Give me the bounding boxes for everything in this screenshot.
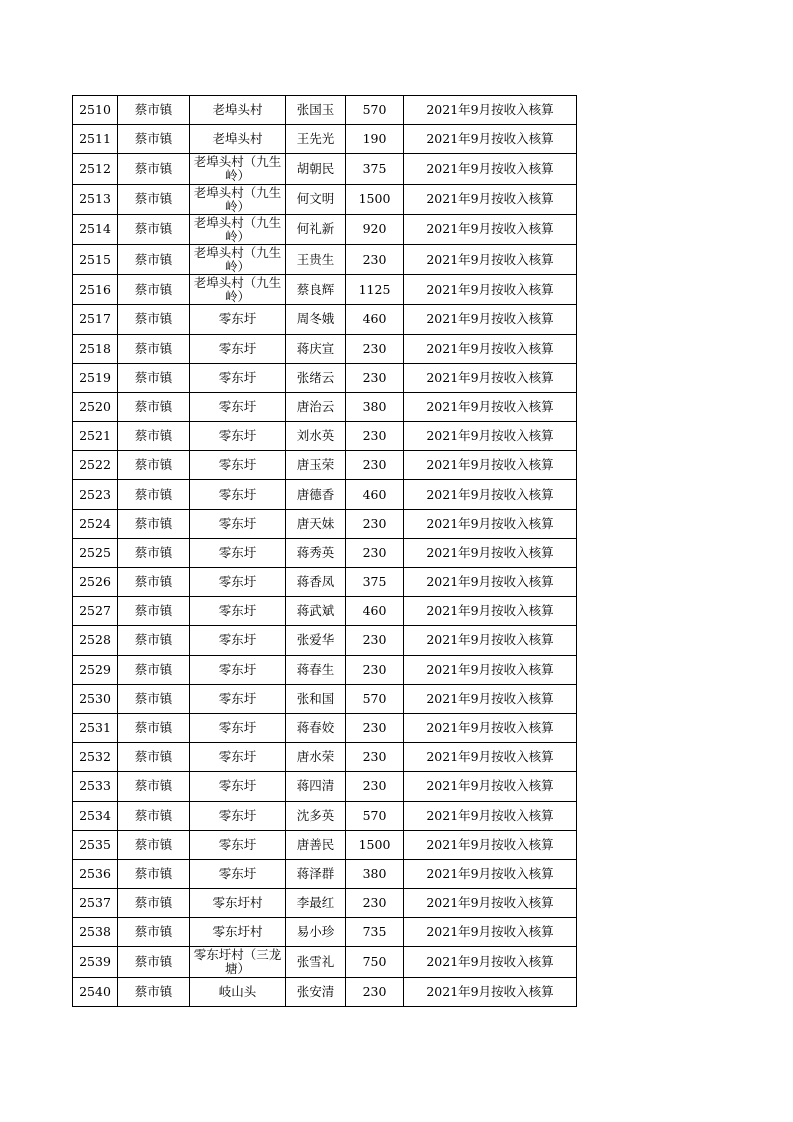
name-cell: 唐治云	[286, 392, 346, 421]
row-number-cell: 2521	[73, 422, 118, 451]
village-cell: 零东圩	[190, 480, 286, 509]
table-row	[73, 830, 577, 859]
town-cell: 蔡市镇	[118, 947, 190, 977]
table-row	[73, 392, 577, 421]
row-number-cell: 2517	[73, 305, 118, 334]
table-row	[73, 977, 577, 1006]
table-row	[73, 509, 577, 538]
name-cell: 蒋秀英	[286, 538, 346, 567]
name-cell: 周冬娥	[286, 305, 346, 334]
table-row	[73, 947, 577, 977]
village-cell: 零东圩	[190, 859, 286, 888]
name-cell: 蒋泽群	[286, 859, 346, 888]
table-row	[73, 244, 577, 274]
village-cell: 零东圩	[190, 509, 286, 538]
row-number-cell: 2514	[73, 214, 118, 244]
row-number-cell: 2513	[73, 184, 118, 214]
town-cell: 蔡市镇	[118, 626, 190, 655]
note-cell: 2021年9月按收入核算	[404, 334, 577, 363]
row-number-cell: 2511	[73, 125, 118, 154]
name-cell: 蒋四清	[286, 772, 346, 801]
town-cell: 蔡市镇	[118, 305, 190, 334]
town-cell: 蔡市镇	[118, 480, 190, 509]
table-row	[73, 275, 577, 305]
note-cell: 2021年9月按收入核算	[404, 568, 577, 597]
town-cell: 蔡市镇	[118, 451, 190, 480]
town-cell: 蔡市镇	[118, 655, 190, 684]
village-cell: 零东圩	[190, 830, 286, 859]
note-cell: 2021年9月按收入核算	[404, 305, 577, 334]
row-number-cell: 2533	[73, 772, 118, 801]
name-cell: 张雪礼	[286, 947, 346, 977]
amount-cell: 230	[346, 655, 404, 684]
amount-cell: 920	[346, 214, 404, 244]
name-cell: 何文明	[286, 184, 346, 214]
town-cell: 蔡市镇	[118, 859, 190, 888]
name-cell: 王贵生	[286, 244, 346, 274]
table-row	[73, 684, 577, 713]
note-cell: 2021年9月按收入核算	[404, 830, 577, 859]
note-cell: 2021年9月按收入核算	[404, 772, 577, 801]
town-cell: 蔡市镇	[118, 422, 190, 451]
name-cell: 张绪云	[286, 363, 346, 392]
town-cell: 蔡市镇	[118, 918, 190, 947]
row-number-cell: 2523	[73, 480, 118, 509]
table-row	[73, 154, 577, 184]
note-cell: 2021年9月按收入核算	[404, 509, 577, 538]
table-row	[73, 334, 577, 363]
village-cell: 零东圩	[190, 305, 286, 334]
amount-cell: 230	[346, 743, 404, 772]
table-row	[73, 96, 577, 125]
table-row	[73, 713, 577, 742]
amount-cell: 230	[346, 772, 404, 801]
village-cell: 零东圩	[190, 772, 286, 801]
amount-cell: 750	[346, 947, 404, 977]
row-number-cell: 2539	[73, 947, 118, 977]
amount-cell: 230	[346, 451, 404, 480]
row-number-cell: 2527	[73, 597, 118, 626]
amount-cell: 570	[346, 801, 404, 830]
village-cell: 零东圩	[190, 538, 286, 567]
village-cell: 零东圩	[190, 568, 286, 597]
village-cell: 岐山头	[190, 977, 286, 1006]
note-cell: 2021年9月按收入核算	[404, 154, 577, 184]
note-cell: 2021年9月按收入核算	[404, 214, 577, 244]
town-cell: 蔡市镇	[118, 392, 190, 421]
note-cell: 2021年9月按收入核算	[404, 743, 577, 772]
name-cell: 蒋武斌	[286, 597, 346, 626]
amount-cell: 230	[346, 713, 404, 742]
row-number-cell: 2528	[73, 626, 118, 655]
amount-cell: 230	[346, 889, 404, 918]
amount-cell: 460	[346, 480, 404, 509]
note-cell: 2021年9月按收入核算	[404, 947, 577, 977]
amount-cell: 230	[346, 977, 404, 1006]
town-cell: 蔡市镇	[118, 597, 190, 626]
name-cell: 蒋庆宣	[286, 334, 346, 363]
name-cell: 胡朝民	[286, 154, 346, 184]
note-cell: 2021年9月按收入核算	[404, 422, 577, 451]
amount-cell: 570	[346, 96, 404, 125]
amount-cell: 380	[346, 392, 404, 421]
note-cell: 2021年9月按收入核算	[404, 977, 577, 1006]
town-cell: 蔡市镇	[118, 801, 190, 830]
town-cell: 蔡市镇	[118, 334, 190, 363]
table-row	[73, 305, 577, 334]
town-cell: 蔡市镇	[118, 713, 190, 742]
table-row	[73, 801, 577, 830]
village-cell: 零东圩	[190, 451, 286, 480]
name-cell: 沈多英	[286, 801, 346, 830]
note-cell: 2021年9月按收入核算	[404, 392, 577, 421]
table-row	[73, 214, 577, 244]
name-cell: 唐天妹	[286, 509, 346, 538]
note-cell: 2021年9月按收入核算	[404, 184, 577, 214]
row-number-cell: 2516	[73, 275, 118, 305]
note-cell: 2021年9月按收入核算	[404, 655, 577, 684]
village-cell: 零东圩	[190, 713, 286, 742]
town-cell: 蔡市镇	[118, 96, 190, 125]
note-cell: 2021年9月按收入核算	[404, 480, 577, 509]
note-cell: 2021年9月按收入核算	[404, 451, 577, 480]
row-number-cell: 2518	[73, 334, 118, 363]
note-cell: 2021年9月按收入核算	[404, 918, 577, 947]
table-row	[73, 772, 577, 801]
village-cell: 老埠头村（九生岭）	[190, 184, 286, 214]
row-number-cell: 2522	[73, 451, 118, 480]
name-cell: 张爱华	[286, 626, 346, 655]
name-cell: 蒋香凤	[286, 568, 346, 597]
town-cell: 蔡市镇	[118, 977, 190, 1006]
table-row	[73, 480, 577, 509]
village-cell: 老埠头村（九生岭）	[190, 154, 286, 184]
village-cell: 零东圩	[190, 334, 286, 363]
row-number-cell: 2532	[73, 743, 118, 772]
row-number-cell: 2515	[73, 244, 118, 274]
village-cell: 老埠头村	[190, 96, 286, 125]
note-cell: 2021年9月按收入核算	[404, 244, 577, 274]
row-number-cell: 2520	[73, 392, 118, 421]
town-cell: 蔡市镇	[118, 244, 190, 274]
name-cell: 张安清	[286, 977, 346, 1006]
name-cell: 何礼新	[286, 214, 346, 244]
table-row	[73, 743, 577, 772]
village-cell: 老埠头村（九生岭）	[190, 275, 286, 305]
town-cell: 蔡市镇	[118, 743, 190, 772]
name-cell: 刘水英	[286, 422, 346, 451]
name-cell: 张国玉	[286, 96, 346, 125]
name-cell: 蒋春生	[286, 655, 346, 684]
amount-cell: 230	[346, 244, 404, 274]
row-number-cell: 2525	[73, 538, 118, 567]
table-row	[73, 568, 577, 597]
name-cell: 易小珍	[286, 918, 346, 947]
village-cell: 零东圩村	[190, 889, 286, 918]
table-row	[73, 859, 577, 888]
amount-cell: 230	[346, 538, 404, 567]
table-row	[73, 422, 577, 451]
village-cell: 零东圩	[190, 392, 286, 421]
town-cell: 蔡市镇	[118, 772, 190, 801]
note-cell: 2021年9月按收入核算	[404, 684, 577, 713]
town-cell: 蔡市镇	[118, 363, 190, 392]
row-number-cell: 2534	[73, 801, 118, 830]
note-cell: 2021年9月按收入核算	[404, 889, 577, 918]
amount-cell: 735	[346, 918, 404, 947]
town-cell: 蔡市镇	[118, 889, 190, 918]
amount-cell: 460	[346, 597, 404, 626]
row-number-cell: 2540	[73, 977, 118, 1006]
row-number-cell: 2512	[73, 154, 118, 184]
town-cell: 蔡市镇	[118, 568, 190, 597]
row-number-cell: 2526	[73, 568, 118, 597]
village-cell: 零东圩	[190, 655, 286, 684]
village-cell: 零东圩	[190, 743, 286, 772]
note-cell: 2021年9月按收入核算	[404, 538, 577, 567]
name-cell: 唐玉荣	[286, 451, 346, 480]
amount-cell: 375	[346, 154, 404, 184]
amount-cell: 190	[346, 125, 404, 154]
amount-cell: 375	[346, 568, 404, 597]
note-cell: 2021年9月按收入核算	[404, 96, 577, 125]
table-row	[73, 125, 577, 154]
town-cell: 蔡市镇	[118, 830, 190, 859]
name-cell: 蔡良辉	[286, 275, 346, 305]
village-cell: 老埠头村（九生岭）	[190, 244, 286, 274]
amount-cell: 1500	[346, 184, 404, 214]
name-cell: 蒋春姣	[286, 713, 346, 742]
table-row	[73, 918, 577, 947]
amount-cell: 230	[346, 334, 404, 363]
amount-cell: 460	[346, 305, 404, 334]
amount-cell: 1500	[346, 830, 404, 859]
note-cell: 2021年9月按收入核算	[404, 125, 577, 154]
table-row	[73, 184, 577, 214]
note-cell: 2021年9月按收入核算	[404, 363, 577, 392]
village-cell: 老埠头村（九生岭）	[190, 214, 286, 244]
town-cell: 蔡市镇	[118, 509, 190, 538]
note-cell: 2021年9月按收入核算	[404, 713, 577, 742]
amount-cell: 230	[346, 422, 404, 451]
amount-cell: 1125	[346, 275, 404, 305]
row-number-cell: 2537	[73, 889, 118, 918]
row-number-cell: 2530	[73, 684, 118, 713]
name-cell: 唐水荣	[286, 743, 346, 772]
village-cell: 零东圩	[190, 363, 286, 392]
name-cell: 王先光	[286, 125, 346, 154]
table-row	[73, 363, 577, 392]
row-number-cell: 2531	[73, 713, 118, 742]
village-cell: 零东圩村（三龙塘）	[190, 947, 286, 977]
village-cell: 零东圩	[190, 626, 286, 655]
town-cell: 蔡市镇	[118, 538, 190, 567]
table-row	[73, 626, 577, 655]
amount-cell: 230	[346, 509, 404, 538]
name-cell: 唐善民	[286, 830, 346, 859]
row-number-cell: 2529	[73, 655, 118, 684]
row-number-cell: 2510	[73, 96, 118, 125]
village-cell: 零东圩	[190, 801, 286, 830]
table-row	[73, 538, 577, 567]
amount-cell: 570	[346, 684, 404, 713]
village-cell: 老埠头村	[190, 125, 286, 154]
table-row	[73, 451, 577, 480]
table-row	[73, 655, 577, 684]
town-cell: 蔡市镇	[118, 125, 190, 154]
name-cell: 唐德香	[286, 480, 346, 509]
village-cell: 零东圩	[190, 597, 286, 626]
town-cell: 蔡市镇	[118, 184, 190, 214]
row-number-cell: 2535	[73, 830, 118, 859]
name-cell: 张和国	[286, 684, 346, 713]
town-cell: 蔡市镇	[118, 154, 190, 184]
note-cell: 2021年9月按收入核算	[404, 801, 577, 830]
record-table	[72, 95, 577, 1007]
row-number-cell: 2538	[73, 918, 118, 947]
town-cell: 蔡市镇	[118, 275, 190, 305]
table-row	[73, 889, 577, 918]
row-number-cell: 2524	[73, 509, 118, 538]
note-cell: 2021年9月按收入核算	[404, 626, 577, 655]
village-cell: 零东圩村	[190, 918, 286, 947]
note-cell: 2021年9月按收入核算	[404, 597, 577, 626]
name-cell: 李最红	[286, 889, 346, 918]
row-number-cell: 2519	[73, 363, 118, 392]
table-row	[73, 597, 577, 626]
town-cell: 蔡市镇	[118, 684, 190, 713]
amount-cell: 230	[346, 626, 404, 655]
amount-cell: 380	[346, 859, 404, 888]
village-cell: 零东圩	[190, 684, 286, 713]
row-number-cell: 2536	[73, 859, 118, 888]
record-table-body	[73, 96, 577, 1007]
amount-cell: 230	[346, 363, 404, 392]
village-cell: 零东圩	[190, 422, 286, 451]
town-cell: 蔡市镇	[118, 214, 190, 244]
note-cell: 2021年9月按收入核算	[404, 859, 577, 888]
note-cell: 2021年9月按收入核算	[404, 275, 577, 305]
